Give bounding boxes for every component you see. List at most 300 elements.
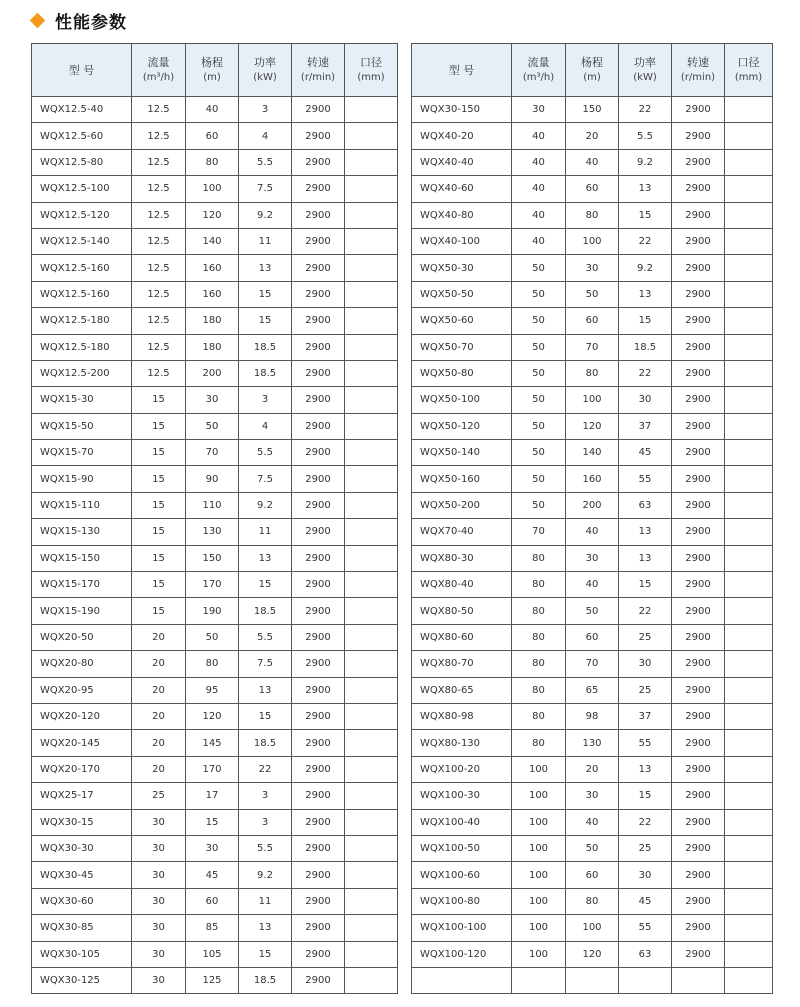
head-cell: 60 [186,888,239,914]
diameter-cell [725,915,773,941]
model-cell: WQX100-40 [412,809,512,835]
table-row [412,202,773,228]
flow-cell: 40 [512,176,566,202]
head-cell: 60 [566,176,619,202]
head-cell: 90 [186,466,239,492]
model-cell: WQX25-17 [32,783,132,809]
flow-cell: 100 [512,835,566,861]
flow-cell: 15 [132,387,186,413]
header-head-unit: (m) [583,72,601,83]
power-cell: 7.5 [239,651,292,677]
diameter-cell [725,730,773,756]
header-flow-unit: (m³/h) [522,72,555,83]
header-model-label: 型 号 [448,63,475,77]
speed-cell: 2900 [292,545,345,571]
model-cell: WQX20-80 [32,651,132,677]
model-cell: WQX80-40 [412,572,512,598]
model-cell: WQX50-120 [412,413,512,439]
speed-cell: 2900 [672,941,725,967]
diameter-cell [725,176,773,202]
table-row [32,149,398,175]
flow-cell: 50 [512,466,566,492]
head-cell: 60 [566,308,619,334]
diameter-cell [725,624,773,650]
power-cell: 4 [239,413,292,439]
table-row [32,545,398,571]
diameter-cell [725,598,773,624]
header-speed-label: 转速 [307,56,329,69]
diameter-cell [345,677,398,703]
model-cell: WQX20-170 [32,756,132,782]
head-cell: 125 [186,967,239,993]
table-row [412,466,773,492]
flow-cell: 50 [512,308,566,334]
head-cell: 200 [566,492,619,518]
speed-cell: 2900 [672,281,725,307]
table-row [412,492,773,518]
power-cell: 13 [619,281,672,307]
speed-cell: 2900 [672,176,725,202]
power-cell: 13 [239,545,292,571]
power-cell: 22 [239,756,292,782]
diameter-cell [725,123,773,149]
model-cell: WQX15-70 [32,440,132,466]
power-cell: 13 [239,255,292,281]
diameter-cell [345,149,398,175]
speed-cell: 2900 [672,228,725,254]
head-cell [566,967,619,993]
head-cell: 200 [186,360,239,386]
flow-cell: 80 [512,730,566,756]
header-head-label: 杨程 [581,56,603,69]
table-row [412,123,773,149]
diameter-cell [725,281,773,307]
power-cell: 11 [239,228,292,254]
head-cell: 30 [566,255,619,281]
model-cell: WQX80-60 [412,624,512,650]
head-cell: 150 [566,97,619,123]
head-cell: 50 [186,624,239,650]
head-cell: 120 [566,941,619,967]
diameter-cell [345,360,398,386]
head-cell: 50 [186,413,239,439]
diameter-cell [725,835,773,861]
model-cell: WQX12.5-80 [32,149,132,175]
power-cell: 25 [619,677,672,703]
head-cell: 80 [566,202,619,228]
speed-cell: 2900 [672,545,725,571]
head-cell: 50 [566,835,619,861]
power-cell: 55 [619,730,672,756]
power-cell: 5.5 [239,835,292,861]
flow-cell: 100 [512,809,566,835]
power-cell: 55 [619,466,672,492]
flow-cell: 12.5 [132,281,186,307]
speed-cell: 2900 [292,809,345,835]
speed-cell: 2900 [672,651,725,677]
speed-cell: 2900 [292,519,345,545]
power-cell: 9.2 [239,492,292,518]
flow-cell: 80 [512,572,566,598]
speed-cell: 2900 [292,123,345,149]
diameter-cell [725,677,773,703]
table-row [32,466,398,492]
flow-cell [512,967,566,993]
power-cell: 13 [619,519,672,545]
power-cell: 3 [239,783,292,809]
table-row [32,255,398,281]
power-cell: 18.5 [239,334,292,360]
model-cell: WQX20-95 [32,677,132,703]
speed-cell: 2900 [292,915,345,941]
model-cell: WQX15-30 [32,387,132,413]
header-speed-label: 转速 [687,56,709,69]
speed-cell: 2900 [672,308,725,334]
power-cell: 9.2 [619,255,672,281]
model-cell: WQX20-50 [32,624,132,650]
table-row [412,888,773,914]
model-cell: WQX30-150 [412,97,512,123]
head-cell: 17 [186,783,239,809]
flow-cell: 40 [512,228,566,254]
power-cell: 15 [619,572,672,598]
speed-cell: 2900 [292,703,345,729]
power-cell: 37 [619,413,672,439]
header-diameter [345,44,398,97]
head-cell: 60 [566,862,619,888]
table-row [32,228,398,254]
head-cell: 160 [186,255,239,281]
diameter-cell [345,466,398,492]
diameter-cell [345,598,398,624]
head-cell: 100 [566,915,619,941]
flow-cell: 12.5 [132,149,186,175]
flow-cell: 80 [512,598,566,624]
diameter-cell [345,862,398,888]
header-speed [672,44,725,97]
table-row [32,202,398,228]
table-row [412,941,773,967]
table-row [412,440,773,466]
diameter-cell [345,176,398,202]
power-cell: 63 [619,941,672,967]
diameter-cell [725,967,773,993]
diameter-cell [725,572,773,598]
head-cell: 180 [186,308,239,334]
power-cell: 3 [239,809,292,835]
model-cell: WQX30-45 [32,862,132,888]
model-cell: WQX30-60 [32,888,132,914]
header-flow [132,44,186,97]
power-cell: 9.2 [239,202,292,228]
power-cell: 15 [239,941,292,967]
table-row [412,176,773,202]
power-cell: 18.5 [239,967,292,993]
flow-cell: 50 [512,492,566,518]
head-cell: 80 [566,360,619,386]
speed-cell: 2900 [292,228,345,254]
table-row [32,308,398,334]
flow-cell: 50 [512,360,566,386]
model-cell [412,967,512,993]
model-cell: WQX40-40 [412,149,512,175]
speed-cell: 2900 [292,255,345,281]
head-cell: 30 [186,835,239,861]
head-cell: 85 [186,915,239,941]
table-row [412,387,773,413]
head-cell: 45 [186,862,239,888]
table-row [32,967,398,993]
table-row [32,123,398,149]
power-cell: 45 [619,888,672,914]
diameter-cell [345,440,398,466]
flow-cell: 50 [512,413,566,439]
flow-cell: 80 [512,677,566,703]
power-cell: 11 [239,888,292,914]
diameter-cell [345,572,398,598]
model-cell: WQX50-80 [412,360,512,386]
speed-cell: 2900 [672,572,725,598]
flow-cell: 80 [512,545,566,571]
power-cell: 13 [239,677,292,703]
header-head [566,44,619,97]
speed-cell: 2900 [292,598,345,624]
flow-cell: 30 [132,862,186,888]
diameter-cell [725,756,773,782]
table-row [412,783,773,809]
head-cell: 100 [566,387,619,413]
speed-cell: 2900 [672,97,725,123]
speed-cell: 2900 [672,123,725,149]
flow-cell: 15 [132,598,186,624]
power-cell: 5.5 [239,624,292,650]
model-cell: WQX50-60 [412,308,512,334]
model-cell: WQX30-125 [32,967,132,993]
speed-cell: 2900 [292,783,345,809]
flow-cell: 15 [132,519,186,545]
speed-cell: 2900 [672,888,725,914]
diameter-cell [725,888,773,914]
diameter-cell [725,492,773,518]
diameter-cell [345,308,398,334]
power-cell: 11 [239,519,292,545]
flow-cell: 15 [132,440,186,466]
diamond-bullet-icon [30,12,46,28]
flow-cell: 70 [512,519,566,545]
speed-cell: 2900 [672,440,725,466]
model-cell: WQX100-80 [412,888,512,914]
power-cell: 15 [619,783,672,809]
power-cell: 5.5 [619,123,672,149]
speed-cell: 2900 [672,466,725,492]
power-cell: 9.2 [239,862,292,888]
table-row [412,624,773,650]
table-row [412,572,773,598]
model-cell: WQX15-50 [32,413,132,439]
power-cell: 3 [239,97,292,123]
power-cell: 15 [239,308,292,334]
table-row [32,281,398,307]
table-row [412,255,773,281]
diameter-cell [725,255,773,281]
table-row [412,730,773,756]
flow-cell: 100 [512,941,566,967]
table-row [32,387,398,413]
table-header-row [412,44,773,97]
head-cell: 20 [566,123,619,149]
speed-cell: 2900 [292,967,345,993]
flow-cell: 15 [132,572,186,598]
diameter-cell [345,809,398,835]
flow-cell: 30 [132,915,186,941]
table-row [412,149,773,175]
head-cell: 40 [566,809,619,835]
model-cell: WQX20-145 [32,730,132,756]
header-speed-unit: (r/min) [300,72,336,83]
head-cell: 120 [186,703,239,729]
model-cell: WQX80-30 [412,545,512,571]
head-cell: 40 [566,149,619,175]
model-cell: WQX50-50 [412,281,512,307]
table-row [412,228,773,254]
head-cell: 110 [186,492,239,518]
flow-cell: 100 [512,915,566,941]
speed-cell: 2900 [292,624,345,650]
table-row [32,835,398,861]
diameter-cell [345,334,398,360]
diameter-cell [345,519,398,545]
flow-cell: 12.5 [132,255,186,281]
flow-cell: 12.5 [132,308,186,334]
head-cell: 70 [566,334,619,360]
model-cell: WQX12.5-120 [32,202,132,228]
table-row [32,624,398,650]
table-row [32,598,398,624]
power-cell [619,967,672,993]
model-cell: WQX80-70 [412,651,512,677]
table-row [32,519,398,545]
model-cell: WQX80-50 [412,598,512,624]
header-power-label: 功率 [254,56,276,69]
header-head [186,44,239,97]
speed-cell: 2900 [672,835,725,861]
header-diameter [725,44,773,97]
table-row [412,545,773,571]
power-cell: 18.5 [239,360,292,386]
flow-cell: 80 [512,651,566,677]
speed-cell: 2900 [672,862,725,888]
table-row [412,703,773,729]
table-row [412,651,773,677]
flow-cell: 12.5 [132,360,186,386]
model-cell: WQX50-200 [412,492,512,518]
table-row [412,519,773,545]
flow-cell: 12.5 [132,123,186,149]
speed-cell: 2900 [292,651,345,677]
header-model [412,44,512,97]
power-cell: 15 [619,308,672,334]
diameter-cell [345,123,398,149]
model-cell: WQX20-120 [32,703,132,729]
table-row [32,651,398,677]
table-row [412,360,773,386]
flow-cell: 30 [132,809,186,835]
power-cell: 13 [619,545,672,571]
model-cell: WQX30-105 [32,941,132,967]
flow-cell: 50 [512,334,566,360]
head-cell: 80 [566,888,619,914]
power-cell: 13 [239,915,292,941]
head-cell: 105 [186,941,239,967]
header-diameter-unit: (mm) [357,72,385,83]
diameter-cell [345,255,398,281]
table-row [412,862,773,888]
head-cell: 30 [186,387,239,413]
model-cell: WQX100-120 [412,941,512,967]
diameter-cell [345,387,398,413]
table-row [412,308,773,334]
diameter-cell [345,730,398,756]
speed-cell: 2900 [672,413,725,439]
table-row [412,413,773,439]
header-model [32,44,132,97]
speed-cell: 2900 [292,281,345,307]
head-cell: 120 [566,413,619,439]
diameter-cell [345,651,398,677]
power-cell: 3 [239,387,292,413]
power-cell: 22 [619,360,672,386]
head-cell: 30 [566,545,619,571]
header-diameter-unit: (mm) [734,72,763,83]
table-row [32,703,398,729]
flow-cell: 15 [132,466,186,492]
table-row [32,572,398,598]
table-row [412,598,773,624]
power-cell: 25 [619,835,672,861]
power-cell: 22 [619,228,672,254]
speed-cell: 2900 [292,862,345,888]
model-cell: WQX50-100 [412,387,512,413]
diameter-cell [725,440,773,466]
model-cell: WQX70-40 [412,519,512,545]
diameter-cell [345,202,398,228]
diameter-cell [345,97,398,123]
header-flow-unit: (m³/h) [142,72,175,83]
speed-cell: 2900 [672,809,725,835]
diameter-cell [725,941,773,967]
diameter-cell [345,941,398,967]
head-cell: 65 [566,677,619,703]
speed-cell: 2900 [672,492,725,518]
diameter-cell [725,862,773,888]
model-cell: WQX12.5-160 [32,255,132,281]
speed-cell: 2900 [292,466,345,492]
diameter-cell [725,545,773,571]
model-cell: WQX100-100 [412,915,512,941]
power-cell: 25 [619,624,672,650]
speed-cell: 2900 [292,202,345,228]
flow-cell: 12.5 [132,334,186,360]
model-cell: WQX40-20 [412,123,512,149]
head-cell: 60 [186,123,239,149]
head-cell: 70 [186,440,239,466]
speed-cell: 2900 [292,888,345,914]
diameter-cell [725,703,773,729]
speed-cell: 2900 [292,572,345,598]
speed-cell: 2900 [292,97,345,123]
power-cell: 18.5 [239,730,292,756]
diameter-cell [345,413,398,439]
